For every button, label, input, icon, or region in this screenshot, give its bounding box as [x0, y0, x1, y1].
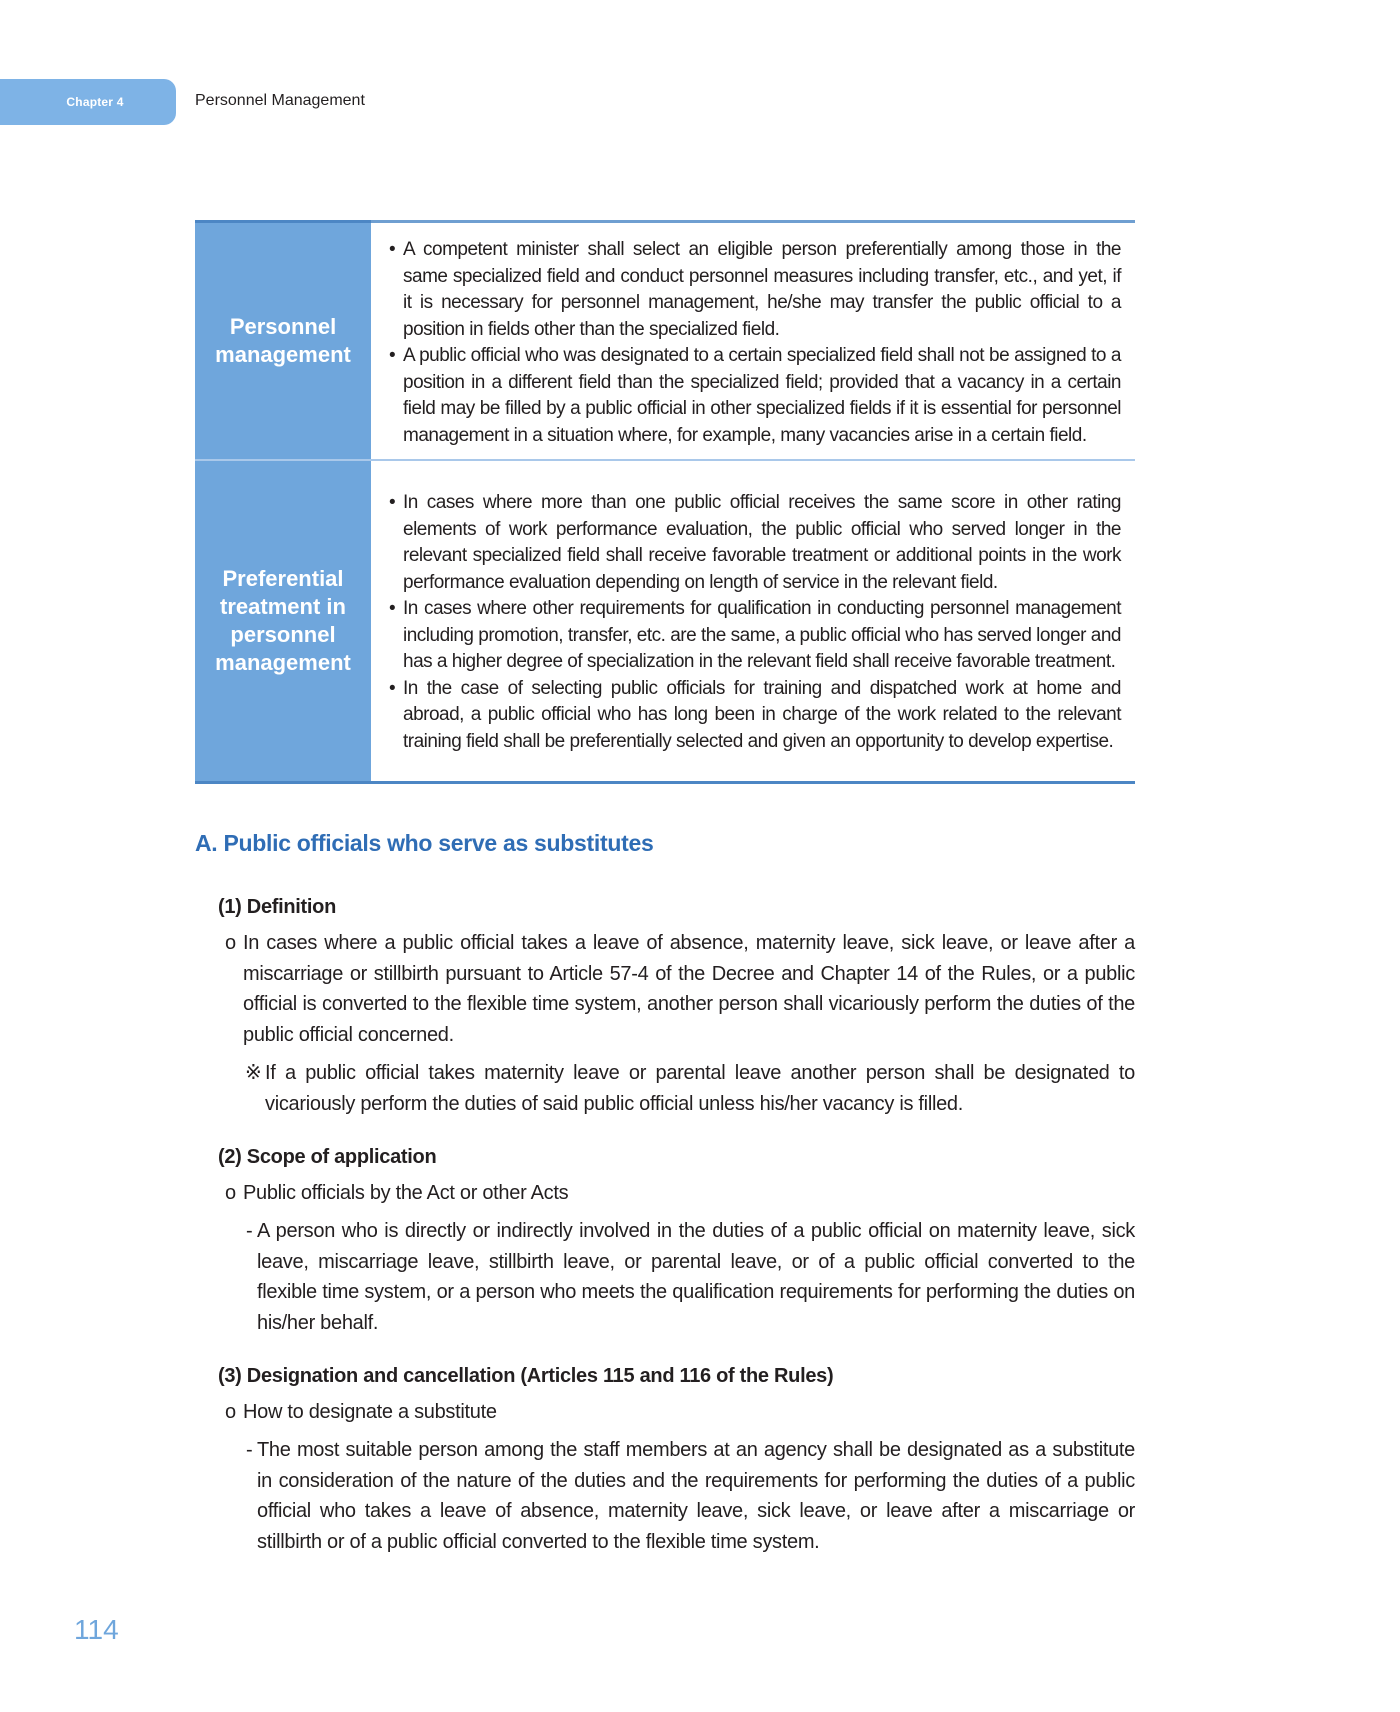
- row-label: Personnel management: [195, 222, 371, 461]
- running-title: Personnel Management: [195, 92, 365, 109]
- definition-text: In cases where a public official takes a leave of absence, maternity leave, sick leave, or leave after a miscarriage or stillbirth pursuant to Article 57-4 of the Decree and Chapter 14 of the Rules, or a public official is converted to the flexible time system, another person shall vicariously perform the duties of the public official concerned.: [243, 932, 1135, 1046]
- scope-text: Public officials by the Act or other Acts: [243, 1182, 569, 1204]
- definition-heading: (1) Definition: [218, 896, 337, 918]
- chapter-tab: [0, 79, 176, 125]
- note-text: If a public official takes maternity leave or parental leave another person shall be designated to vicariously perform the duties of said public official unless his/her vacancy is filled.: [265, 1062, 1135, 1115]
- bullet-item: • In cases where more than one public official receives the same score in other rating elements of work performance evaluation, the public official who served longer in the relevant specialized field shall receive favorable treatment or additional points in the work performance evaluation depending on length of service in the relevant field.: [389, 490, 1121, 596]
- definition-note: [245, 1058, 1135, 1119]
- scope-paragraph: [225, 1178, 1135, 1209]
- designation-dash-item: [246, 1435, 1135, 1557]
- designation-text: How to designate a substitute: [243, 1401, 497, 1423]
- table-row: [195, 222, 1135, 461]
- bullet-item: • In the case of selecting public officials for training and dispatched work at home and abroad, a public official who has long been in charge of the work related to the relevant training field shall be preferentially selected and given an opportunity to develop expertise.: [389, 676, 1121, 756]
- reference-mark-icon: ※: [245, 1062, 262, 1084]
- circle-marker: o: [225, 932, 236, 954]
- section-heading: A. Public officials who serve as substitutes: [195, 830, 654, 856]
- dash-marker: -: [246, 1220, 253, 1242]
- row-label: Preferential treatment in personnel management: [195, 460, 371, 782]
- dash-marker: -: [246, 1439, 253, 1461]
- designation-heading: (3) Designation and cancellation (Articles 115 and 116 of the Rules): [218, 1365, 834, 1387]
- page-number: 114: [74, 1614, 119, 1645]
- row-content: [371, 222, 1135, 461]
- bullet-item: • In cases where other requirements for qualification in conducting personnel management including promotion, transfer, etc. are the same, a public official who has served longer and has a higher degree of specialization in the relevant field shall receive favorable treatment.: [389, 596, 1121, 676]
- chapter-label: Chapter 4: [66, 95, 124, 109]
- designation-dash-text: The most suitable person among the staff members at an agency shall be designated as a substitute in consideration of the nature of the duties and the requirements for performing the duties of a public official who takes a leave of absence, maternity leave, sick leave, or leave after a miscarriage or stillbirth or of a public official converted to the flexible time system.: [257, 1439, 1135, 1553]
- table-row: [195, 460, 1135, 782]
- definition-paragraph: [225, 928, 1135, 1050]
- bullet-item: • A public official who was designated to a certain specialized field shall not be assigned to a position in a different field than the specialized field; provided that a vacancy in a certain field may be filled by a public official in other specialized fields if it is essential for personnel management in a situation where, for example, many vacancies arise in a certain field.: [389, 343, 1121, 449]
- bullet-item: • A competent minister shall select an eligible person preferentially among those in the same specialized field and conduct personnel measures including transfer, etc., and yet, if it is necessary for personnel management, he/she may transfer the public official to a position in fields other than the specialized field.: [389, 237, 1121, 343]
- circle-marker: o: [225, 1182, 236, 1204]
- specialization-table: [195, 220, 1135, 784]
- row-content: [371, 460, 1135, 782]
- scope-dash-item: [246, 1216, 1135, 1338]
- circle-marker: o: [225, 1401, 236, 1423]
- designation-paragraph: [225, 1397, 1135, 1428]
- scope-dash-text: A person who is directly or indirectly involved in the duties of a public official on maternity leave, sick leave, miscarriage leave, stillbirth leave, or parental leave, or of a public official converted to the flexible time system, or a person who meets the qualification requirements for performing the duties on his/her behalf.: [257, 1220, 1135, 1334]
- scope-heading: (2) Scope of application: [218, 1146, 437, 1168]
